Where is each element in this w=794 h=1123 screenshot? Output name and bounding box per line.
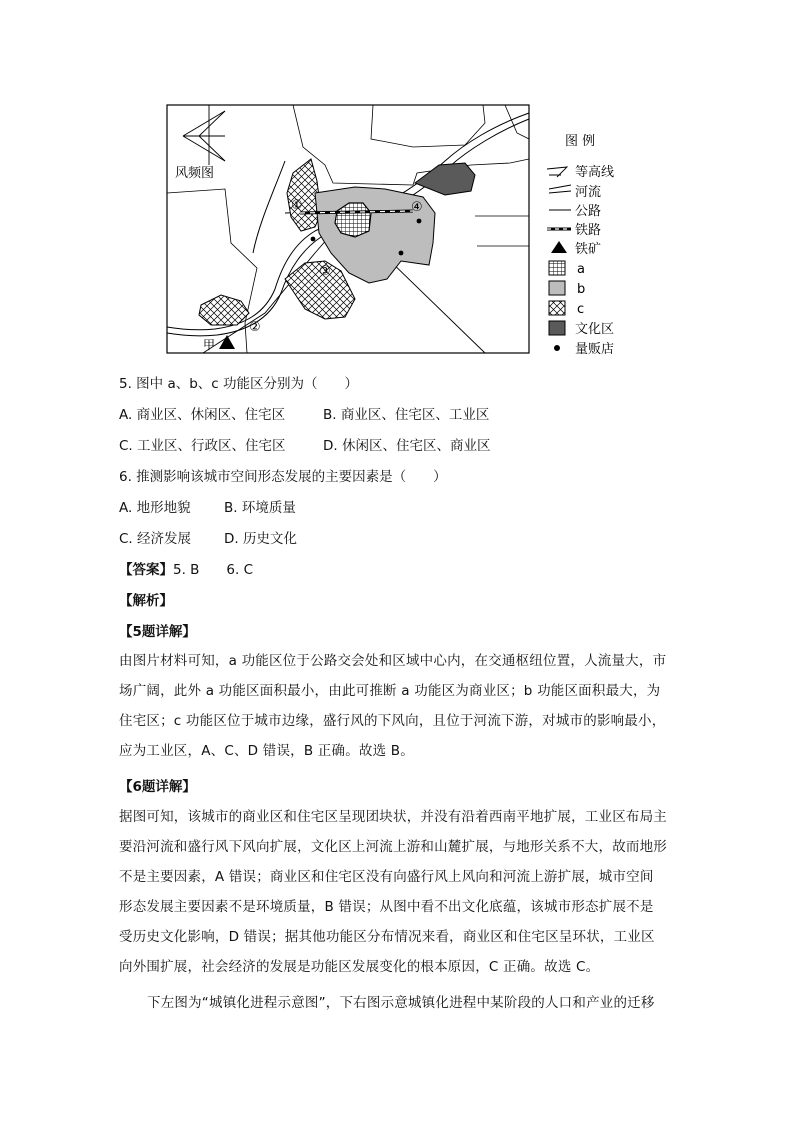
q5-option-a[interactable]: A. 商业区、休闲区、住宅区 — [119, 407, 286, 423]
legend-railway: 铁路 — [575, 223, 602, 238]
q5-detail-text: 由图片材料可知，a 功能区位于公路交会处和区域中心内，在交通枢纽位置，人流量大，市场广阔，此外 a 功能区面积最小，由此可推断 a 功能区为商业区；b 功能区面积最大，为住宅区；c 功能区位于城市边缘，盛行风的下风向，且位于河流下游，对城市的影响最小，应为工业区，A、C、D 错误，B 正确。故选 B。 — [119, 653, 667, 759]
legend-c: c — [577, 302, 585, 317]
q6-detail-text: 据图可知，该城市的商业区和住宅区呈现团块状，并没有沿着西南平地扩展，工业区布局主要沿河流和盛行风下风向扩展，文化区上河流上游和山麓扩展，与地形关系不大，故而地形不是主要因素，A 错误；商业区和住宅区没有向盛行风上风向和河流上游扩展，城市空间形态发展主要因素不是环境质量，B 错误；从图中看不出文化底蕴，该城市形态扩展不是受历史文化影响，D 错误；据其他功能区分布情况来看，商业区和住宅区呈环状，工业区向外围扩展，社会经济的发展是功能区发展变化的根本原因，C 正确。故选 C。 — [119, 809, 667, 975]
legend-b: b — [577, 282, 586, 297]
q6-options-2 — [119, 527, 297, 547]
answer-line — [119, 558, 253, 578]
q5-detail-label: 【5题详解】 — [119, 624, 196, 640]
railway — [300, 211, 413, 213]
label-jia: 甲 — [203, 338, 216, 352]
q6-option-b[interactable]: B. 环境质量 — [224, 500, 296, 516]
q6-option-c[interactable]: C. 经济发展 — [119, 531, 192, 547]
legend-culture: 文化区 — [575, 322, 615, 337]
marker-1: ① — [291, 198, 303, 213]
q5-option-c[interactable]: C. 工业区、行政区、住宅区 — [119, 438, 286, 454]
legend-iron-mine: 铁矿 — [575, 242, 602, 257]
analysis-label: 【解析】 — [119, 593, 173, 609]
answer-label: 【答案】 — [119, 562, 173, 578]
q5-stem: 5. 图中 a、b、c 功能区分别为（ ） — [119, 376, 359, 392]
store-point — [311, 237, 316, 242]
marker-2: ② — [249, 320, 261, 335]
q6-detail-label: 【6题详解】 — [119, 779, 196, 795]
q5-option-d[interactable]: D. 休闲区、住宅区、商业区 — [323, 438, 491, 454]
zone-a — [335, 203, 371, 237]
q5-options-2 — [119, 434, 490, 454]
store-point — [399, 251, 404, 256]
answer-value: 5. B 6. C — [173, 562, 254, 578]
legend-a: a — [577, 262, 585, 277]
q5-option-b[interactable]: B. 商业区、住宅区、工业区 — [323, 407, 490, 423]
legend-contour: 等高线 — [575, 165, 615, 180]
legend-river: 河流 — [575, 185, 602, 200]
store-point — [417, 219, 422, 224]
wind-label: 风频图 — [175, 166, 215, 181]
q6-stem: 6. 推测影响该城市空间形态发展的主要因素是（ ） — [119, 469, 447, 485]
legend — [547, 134, 614, 357]
q6-option-a[interactable]: A. 地形地貌 — [119, 500, 191, 516]
q6-options — [119, 496, 296, 516]
legend-title: 图 例 — [565, 134, 596, 149]
q5-options — [119, 403, 489, 423]
legend-road: 公路 — [575, 204, 602, 219]
legend-store: 量贩店 — [575, 342, 615, 357]
city-function-map — [165, 103, 645, 363]
next-intro: 下左图为“城镇化进程示意图”，下右图示意城镇化进程中某阶段的人口和产业的迁移 — [147, 995, 655, 1011]
marker-3: ③ — [319, 264, 331, 279]
q6-option-d[interactable]: D. 历史文化 — [224, 531, 297, 547]
marker-4: ④ — [411, 200, 423, 215]
